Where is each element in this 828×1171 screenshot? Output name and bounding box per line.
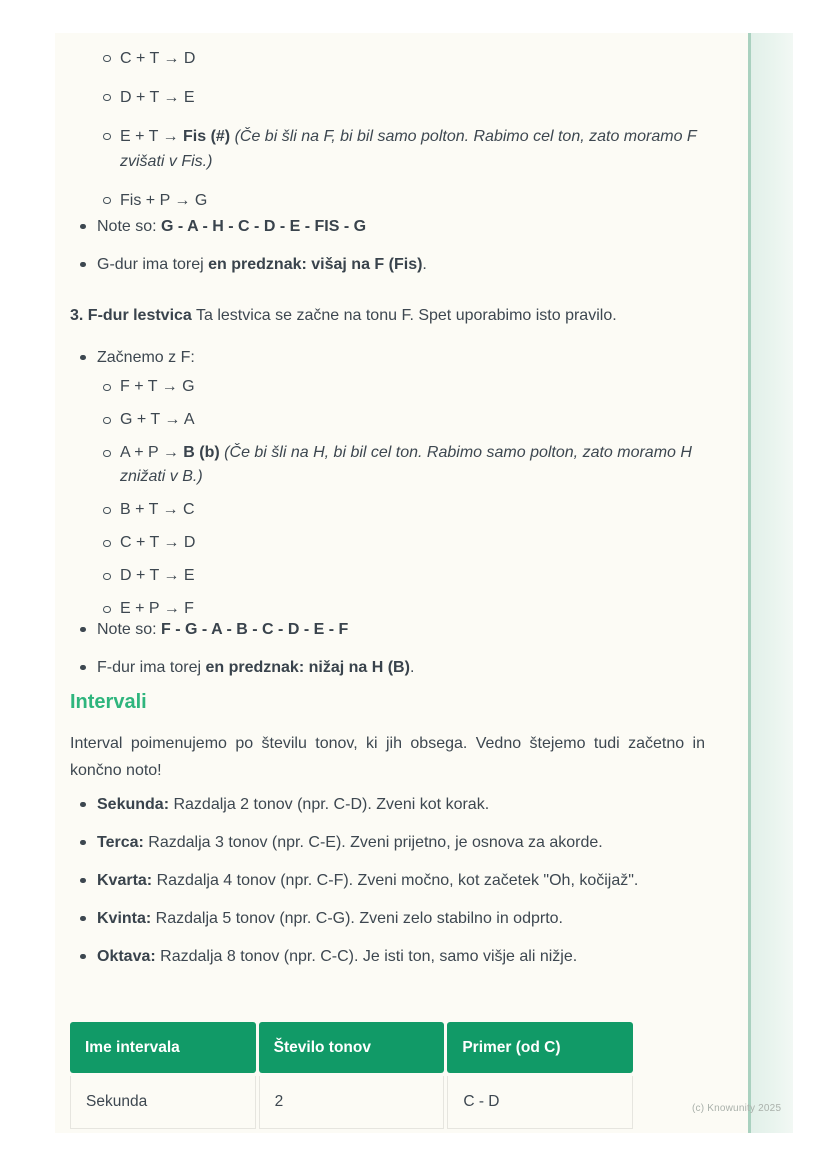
notes-label: Note so: [97,218,162,235]
step-note-italic: (Če bi šli na F, bi bil samo polton. Rabimo cel ton, zato moramo F zvišati v Fis.) [120,128,697,170]
intervali-intro-paragraph: Interval poimenujemo po številu tonov, ki jih obsega. Vedno štejemo tudi začetno in končno noto! [70,735,705,779]
header-cell-stevilo-tonov: Število tonov [259,1022,445,1073]
step-item [103,124,738,174]
start-line [70,345,705,621]
step-text: E + P → F [120,600,194,617]
step-item [103,531,705,555]
conclusion-post: . [422,256,427,273]
step-text: D + T → E [120,89,195,106]
interval-description: Razdalja 8 tonov (npr. C-C). Je isti ton, samo višje ali nižje. [155,948,578,965]
cell-example: C - D [447,1076,633,1129]
step-item [103,46,738,71]
conclusion-pre: G-dur ima torej [97,256,209,273]
interval-description: Razdalja 5 tonov (npr. C-G). Zveni zelo stabilno in odprto. [151,910,563,927]
step-text: A + P → [120,444,184,461]
interval-term: Sekunda: [97,796,170,813]
header-cell-primer-od-c: Primer (od C) [447,1022,633,1073]
interval-list [70,792,705,982]
interval-description: Razdalja 2 tonov (npr. C-D). Zveni kot korak. [169,796,490,813]
fdur-intro-paragraph [70,303,705,328]
interval-item [70,906,705,931]
step-text: B + T → C [120,501,195,518]
interval-item [70,792,705,817]
step-text: Fis + P → G [120,192,208,209]
gdur-summary-list [70,214,705,290]
step-item [103,564,705,588]
gdur-steps-list [103,46,738,227]
step-text: C + T → D [120,50,196,67]
start-label: Začnemo z F: [97,349,195,366]
step-text: F + T → G [120,378,195,395]
step-text: D + T → E [120,567,195,584]
conclusion-line [70,655,705,680]
section-heading-intervali: Intervali [70,691,147,713]
step-text: E + T → [120,128,183,145]
interval-item [70,868,705,893]
conclusion-pre: F-dur ima torej [97,659,206,676]
table-header-row [70,1022,633,1073]
step-item [103,85,738,110]
step-item [103,498,705,522]
step-text: C + T → D [120,534,196,551]
interval-description: Razdalja 3 tonov (npr. C-E). Zveni prijetno, je osnova za akorde. [143,834,603,851]
fdur-title: 3. F-dur lestvica [70,307,192,324]
notes-label: Note so: [97,621,162,638]
document-page [55,33,793,1133]
fdur-summary-list [70,617,705,693]
notes-sequence: F - G - A - B - C - D - E - F [161,621,349,638]
interval-term: Terca: [97,834,144,851]
intervals-table [70,1022,633,1129]
conclusion-bold: en predznak: višaj na F (Fis) [208,256,423,273]
notes-line [70,214,705,239]
step-text: G + T → A [120,411,195,428]
interval-term: Oktava: [97,948,156,965]
conclusion-post: . [409,659,415,676]
interval-description: Razdalja 4 tonov (npr. C-F). Zveni močno, kot začetek "Oh, kočijaž". [152,872,639,889]
step-bold: B (b) [183,444,220,461]
cell-tone-count: 2 [259,1076,445,1129]
conclusion-bold: en predznak: nižaj na H (B) [205,659,410,676]
step-item [103,188,738,213]
step-item [103,375,705,399]
header-cell-ime-intervala: Ime intervala [70,1022,256,1073]
interval-item [70,830,705,855]
fdur-steps-list [103,375,705,621]
interval-term: Kvinta: [97,910,152,927]
fdur-start-list [70,345,705,634]
notes-sequence: G - A - H - C - D - E - FIS - G [161,218,367,235]
step-note-italic: (Če bi šli na H, bi bil cel ton. Rabimo samo polton, zato moramo H znižati v B.) [120,444,692,485]
page-edge-strip [748,33,793,1133]
notes-line [70,617,705,642]
interval-item [70,944,705,969]
interval-term: Kvarta: [97,872,153,889]
watermark: (c) Knowunity 2025 [692,1103,782,1114]
step-bold: Fis (#) [183,128,231,145]
fdur-title-rest: Ta lestvica se začne na tonu F. Spet uporabimo isto pravilo. [191,307,617,324]
step-item [103,441,705,489]
table-row [70,1076,633,1129]
cell-interval-name: Sekunda [70,1076,256,1129]
conclusion-line [70,252,705,277]
step-item [103,408,705,432]
